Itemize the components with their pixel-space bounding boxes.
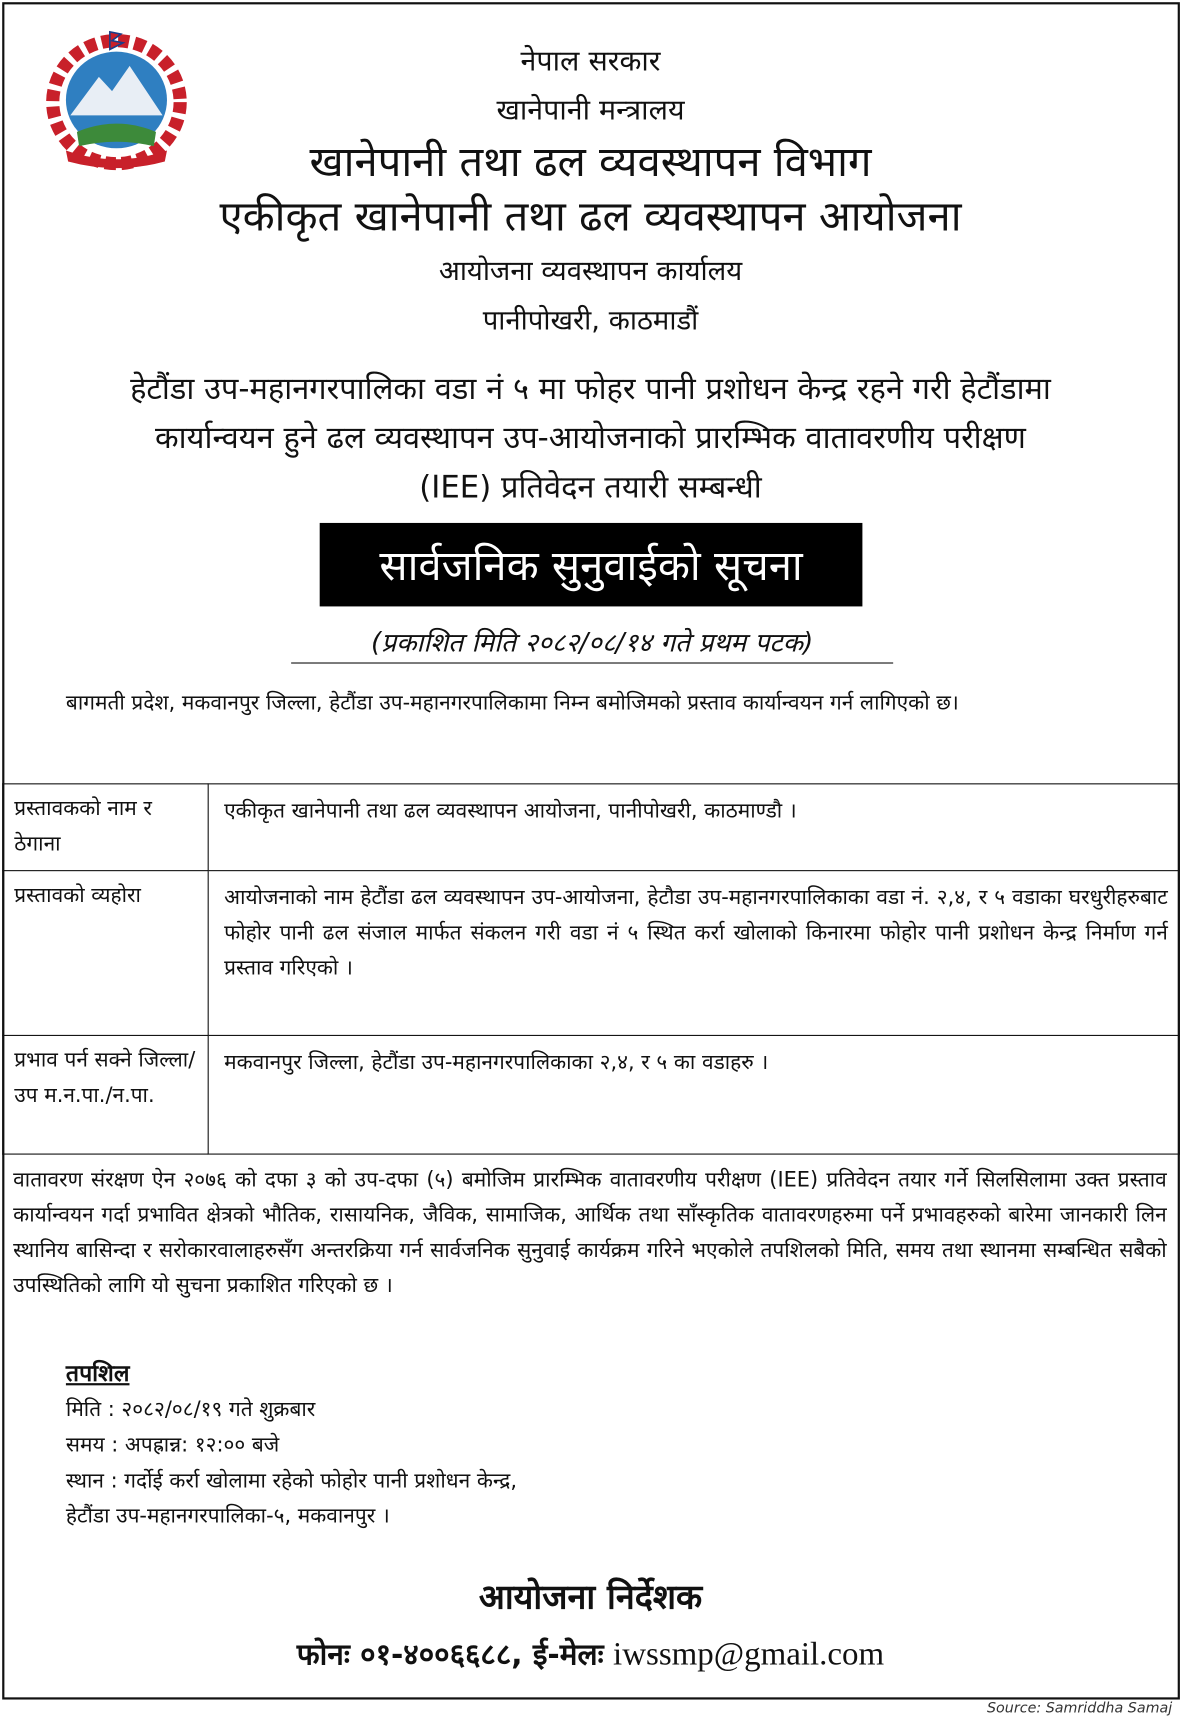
contact-line <box>0 1633 1181 1674</box>
details-date: मिति : २०८२/०८/१९ गते शुक्रबार <box>65 1396 316 1422</box>
intro-paragraph: बागमती प्रदेश, मकवानपुर जिल्ला, हेटौंडा उप-महानगरपालिकामा निम्न बमोजिमको प्रस्ताव कार्यान्वयन गर्न लागिएको छ। <box>65 691 959 716</box>
subject-line: (IEE) प्रतिवेदन तयारी सम्बन्धी <box>419 469 762 506</box>
email-link[interactable]: iwssmp@gmail.com <box>613 1635 885 1673</box>
details-section <box>66 1356 517 1535</box>
table-row <box>3 784 1180 871</box>
table-row <box>3 871 1180 1036</box>
row-key: प्रस्तावकको नाम र ठेगाना <box>3 784 208 871</box>
details-heading: तपशिल <box>65 1360 130 1387</box>
project-name: एकीकृत खानेपानी तथा ढल व्यवस्थापन आयोजना <box>219 192 962 241</box>
signatory: आयोजना निर्देशक <box>478 1577 703 1618</box>
body-paragraph: वातावरण संरक्षण ऐन २०७६ को दफा ३ को उप-दफा (५) बमोजिम प्रारम्भिक वातावरणीय परीक्षण (IEE) प्रतिवेदन तयार गर्ने सिलसिलामा उक्त प्रस्ताव कार्यान्वयन गर्दा प्रभावित क्षेत्रको भौतिक, रासायनिक, जैविक, सामाजिक, आर्थिक तथा साँस्कृतिक वातावरणहरुमा पर्ने प्रभावहरुको बारेमा जानकारी लिन स्थानिय बासिन्दा र सरोकारवालाहरुसँग अन्तरक्रिया गर्न सार्वजनिक सुनुवाई कार्यक्रम गरिने भएकोले तपशिलको मिति, समय तथा स्थानमा सम्बन्धित सबैको उपस्थितिको लागि यो सुचना प्रकाशित गरिएको छ । <box>13 1167 1167 1298</box>
office-name: आयोजना व्यवस्थापन कार्यालय <box>438 254 743 287</box>
proposal-table <box>2 783 1180 1154</box>
office-location: पानीपोखरी, काठमाडौं <box>482 304 699 337</box>
row-key: प्रभाव पर्न सक्ने जिल्ला/उप म.न.पा./न.पा. <box>3 1035 208 1154</box>
subject-line: हेटौंडा उप-महानगरपालिका वडा नं ५ मा फोहर पानी प्रशोधन केन्द्र रहने गरी हेटौंडामा <box>130 370 1051 407</box>
published-date: (प्रकाशित मिति २०८२/०८/१४ गते प्रथम पटक) <box>291 624 893 664</box>
subject-line: कार्यान्वयन हुने ढल व्यवस्थापन उप-आयोजनाको प्रारम्भिक वातावरणीय परीक्षण <box>155 419 1026 456</box>
details-time: समय : अपह्रान्न: १२:०० बजे <box>65 1432 280 1457</box>
details-place: स्थान : गर्दोई कर्रा खोलामा रहेको फोहोर पानी प्रशोधन केन्द्र, <box>65 1468 518 1493</box>
source-credit: Source: Samriddha Samaj <box>986 1700 1173 1718</box>
department-name: खानेपानी तथा ढल व्यवस्थापन विभाग <box>309 137 872 186</box>
row-key: प्रस्तावको व्यहोरा <box>3 871 208 1036</box>
row-value: आयोजनाको नाम हेटौंडा ढल व्यवस्थापन उप-आयोजना, हेटौडा उप-महानगरपालिकाका वडा नं. २,४, र ५ वडाका घरधुरीहरुबाट फोहोर पानी ढल संजाल मार्फत संकलन गरी वडा नं ५ स्थित कर्रा खोलाको किनारमा फोहोर पानी प्रशोधन केन्द्र निर्माण गर्न प्रस्ताव गरिएको । <box>208 871 1179 1036</box>
row-value: एकीकृत खानेपानी तथा ढल व्यवस्थापन आयोजना, पानीपोखरी, काठमाण्डौ । <box>208 784 1179 871</box>
government-name: नेपाल सरकार <box>520 45 661 79</box>
row-value: मकवानपुर जिल्ला, हेटौंडा उप-महानगरपालिकाका २,४, र ५ का वडाहरु । <box>208 1035 1179 1154</box>
phone-label: फोनः ०१-४००६६८८, ई-मेलः <box>296 1638 604 1673</box>
ministry-name: खानेपानी मन्त्रालय <box>496 94 685 128</box>
details-place: हेटौंडा उप-महानगरपालिका-५, मकवानपुर । <box>65 1503 390 1529</box>
notice-title: सार्वजनिक सुनुवाईको सूचना <box>320 523 863 606</box>
table-row <box>3 1035 1180 1154</box>
